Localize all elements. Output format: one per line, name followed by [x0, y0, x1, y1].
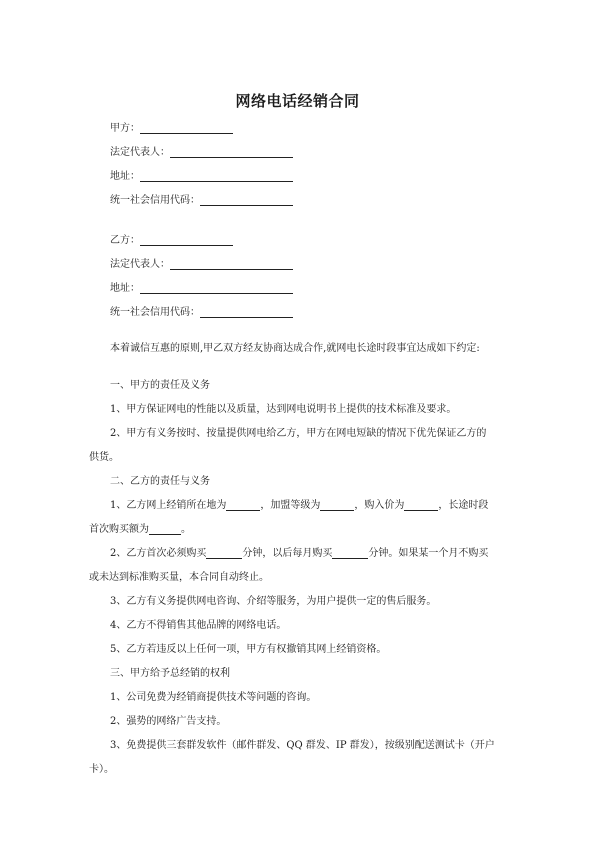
party-b-credit-label: 统一社会信用代码： — [110, 307, 200, 318]
section2-item1-line2 — [89, 524, 191, 536]
section2-item1-text-a: 1、乙方网上经销所在地为 — [110, 500, 227, 511]
party-a-credit-row — [110, 195, 293, 207]
section1-item2-line1: 2、甲方有义务按时、按量提供网电给乙方，甲方在网电短缺的情况下优先保证乙方的 — [110, 428, 487, 439]
party-b-credit-blank[interactable] — [200, 307, 293, 318]
party-b-addr-row — [110, 283, 293, 295]
section2-item3: 3、乙方有义务提供网电咨询、介绍等服务，为用户提供一定的售后服务。 — [110, 596, 437, 607]
party-b-name-label: 乙方： — [110, 235, 140, 246]
party-b-rep-label: 法定代表人： — [110, 259, 170, 270]
party-a-addr-blank[interactable] — [140, 171, 293, 182]
section2-item4: 4、乙方不得销售其他品牌的网络电话。 — [110, 620, 287, 631]
section2-heading: 二、乙方的责任与义务 — [110, 476, 210, 487]
first-purchase-minutes-blank[interactable] — [206, 548, 242, 559]
party-a-rep-blank[interactable] — [170, 147, 293, 158]
monthly-purchase-minutes-blank[interactable] — [332, 548, 368, 559]
party-a-credit-blank[interactable] — [200, 195, 293, 206]
section1-item2-line2: 供货。 — [89, 452, 119, 463]
section3-item1: 1、公司免费为经销商提供技术等问题的咨询。 — [110, 692, 317, 703]
party-a-credit-label: 统一社会信用代码： — [110, 195, 200, 206]
section3-item3-line2: 卡）。 — [89, 764, 114, 775]
sales-location-blank[interactable] — [226, 500, 260, 511]
party-b-rep-blank[interactable] — [170, 259, 293, 270]
section3-item2: 2、强势的网络广告支持。 — [110, 716, 227, 727]
intro-paragraph: 本着诚信互惠的原则,甲乙双方经友协商达成合作,就网电长途时段事宜达成如下约定: — [110, 343, 480, 354]
section2-item1-text-b: ，加盟等级为 — [260, 500, 321, 511]
section2-item1-text-c: ，购入价为 — [354, 500, 405, 511]
party-b-rep-row — [110, 259, 293, 271]
contract-title: 网络电话经销合同 — [235, 92, 360, 110]
party-b-credit-row — [110, 307, 293, 319]
franchise-level-blank[interactable] — [320, 500, 354, 511]
party-a-addr-row — [110, 171, 293, 183]
party-b-name-blank[interactable] — [140, 235, 233, 246]
section1-item1: 1、甲方保证网电的性能以及质量，达到网电说明书上提供的技术标准及要求。 — [110, 404, 457, 415]
party-a-rep-row — [110, 147, 293, 159]
section2-item1-text-e: 首次购买额为 — [89, 524, 149, 535]
section1-heading: 一、甲方的责任及义务 — [110, 380, 210, 391]
party-b-name-row — [110, 235, 233, 247]
party-b-addr-blank[interactable] — [140, 283, 293, 294]
section3-heading: 三、甲方给予总经销的权利 — [110, 668, 230, 679]
party-a-name-label: 甲方： — [110, 123, 140, 134]
section2-item2-text-c: 分钟。如果某一个月不购买 — [368, 548, 489, 559]
section2-item2-text-b: 分钟，以后每月购买 — [242, 548, 333, 559]
party-a-name-row — [110, 123, 233, 135]
section2-item2-line2: 或未达到标准购买量，本合同自动终止。 — [89, 572, 269, 583]
section2-item1-text-f: 。 — [181, 524, 191, 535]
party-a-name-blank[interactable] — [140, 123, 233, 134]
party-a-addr-label: 地址： — [110, 171, 140, 182]
party-a-rep-label: 法定代表人： — [110, 147, 170, 158]
section2-item1-text-d: ，长途时段 — [438, 500, 489, 511]
first-purchase-amount-blank[interactable] — [149, 524, 181, 535]
section2-item1-line1 — [110, 500, 488, 512]
section2-item2-text-a: 2、乙方首次必须购买 — [110, 548, 207, 559]
party-b-addr-label: 地址： — [110, 283, 140, 294]
section2-item2-line1 — [110, 548, 488, 560]
section3-item3-line1: 3、免费提供三套群发软件（邮件群发、QQ 群发、IP 群发），按级别配送测试卡（开户 — [110, 740, 495, 751]
purchase-price-blank[interactable] — [404, 500, 438, 511]
section2-item5: 5、乙方若违反以上任何一项，甲方有权撤销其网上经销资格。 — [110, 644, 387, 655]
